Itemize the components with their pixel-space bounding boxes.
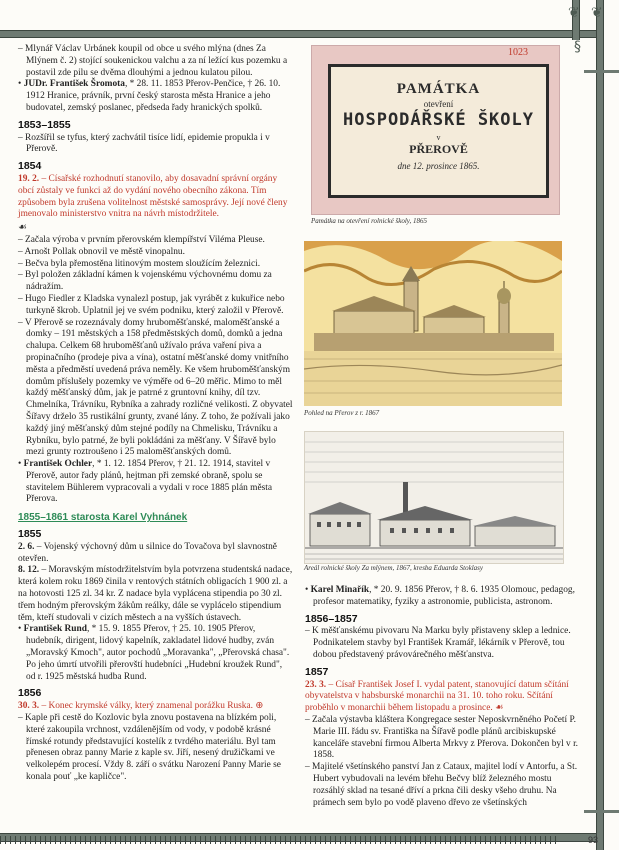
- person-entry: [305, 585, 580, 609]
- archive-number: 1023: [508, 47, 528, 58]
- person-entry: [18, 79, 293, 114]
- side-rail: [584, 70, 619, 73]
- chronicle-entry: – Byl položen základní kámen k vojenskému výchovnému domu za nádražím.: [18, 270, 293, 294]
- page-number: 93: [588, 835, 599, 845]
- chronicle-entry: – K měšťanskému pivovaru Na Marku byly přistaveny sklep a lednice. Podnikatelem stavby byl František Kramář, lékárník v Přerově, tou dobou představený právovárečného měšťanstva.: [305, 626, 580, 661]
- event-date: 19. 2.: [18, 173, 40, 184]
- chronicle-entry: – Bečva byla přemostěna litinovým mostem sloužícím železnici.: [18, 259, 293, 271]
- card-line-4: v: [436, 133, 441, 142]
- chronicle-entry: – Kaple při cestě do Kozlovic byla znovu postavena na blízkém poli, které zakoupila vrchnost, vzdálenějším od vody, v podobě krásné římské rotundy představující kostelík z tvrdého materiálu. Byl tam přenesen obraz panny Marie z kaple sv. Jiří, nesený družičkami ve velkolepém procesí. Vždy 8. září o svátku Narození Panny Marie se konala pouť „ke kapličce".: [18, 713, 293, 784]
- chronicle-entry: – Arnošt Pollak obnovil ve městě vinopalnu.: [18, 247, 293, 259]
- entry-text: – Moravským místodržitelstvím byla potvrzena studentská nadace, která kolem roku 1869 činila v rentových státních obligacích 1 900 zl. a na hotovosti 125 zl. 34 kr. Z nadace byla vyplácena stipendia po 30 zl. třem hodným přerovským žákům reálky, dále se vyplácelo stipendium těm, kteří studovali v cizích městech a na vyšších ústavech.: [18, 565, 293, 623]
- right-column: [305, 585, 580, 809]
- top-rail: [0, 30, 600, 38]
- person-bio: , * 1. 12. 1854 Přerov, † 21. 12. 1914, stavitel v Přerově, autor řady plánů, hejtman při zemské obraně, spolu se stavitelem Bühlerem vypracovali a vydali v roce 1885 plán města Přerova.: [26, 459, 273, 505]
- side-rail: [584, 810, 619, 813]
- emblem-icon: ☙: [18, 222, 27, 234]
- event-date: 30. 3.: [18, 701, 40, 712]
- left-column: [18, 44, 293, 784]
- commemorative-card-image: [311, 45, 560, 215]
- event-text: – Císař František Josef I. vydal patent, stanovující datum sčítání obyvatelstva v habsburské monarchii na 31. 10. toho roku. Sčítání proběhlo v monarchii během listopadu a prosince. ☙: [305, 679, 569, 714]
- event-text: – Konec krymské války, který znamenal porážku Ruska. ⊕: [39, 701, 264, 712]
- entry-date: 8. 12.: [18, 565, 40, 576]
- chronicle-entry: – Majitelé všetínského panství Jan z Cataux, majitel lodí v Antorfu, a St. Hubert vybudovali na levém břehu Bečvy blíž železného mostu rozsáhlý sklad na tesané dříví a prkna čili desky všeho druhu. Na prámech sem bylo po vodě plaveno dřevo ze všetínských: [305, 762, 580, 809]
- person-name: JUDr. František Šromota: [23, 79, 125, 90]
- card-line-1: PAMÁTKA: [396, 81, 481, 97]
- chronicle-entry: – V Přerově se rozeznávaly domy hruboměšťanské, maloměšťanské a domky – 191 městských a 158 předměstských domů, domků a jedna chalupa. Celkem 68 hruboměšťanů užívalo práva vaření piva a propinačního (prodeje piva a vína), ostatní měšťanské domy vnitřního města a předměstí uvedená práva neměly. Ke všem hruboměšťanským domům příslušely pozemky ve výměře od 6–20 měřic. Mimo to měl každý měšťanský dům, jak je patrné z gruntovní knihy, díl tzv. Chmelníka, Trávníku, Rybníka a zahrady rozličné velikosti. Z obyvatel Šířavy drželo 35 rustikální grunty, zvané lány. Z toho, že požívali jako každý jiný měšťanský dům stejné podíly na Chmelisku, Trávníku a Rybníku, bylo patrné, že byli pokládáni za měšťany. V Šířavě bylo mezi grunty roztroušeno i 25 maloměšťanských domů.: [18, 318, 293, 460]
- chronicle-entry: – Hugo Fiedler z Kladska vynalezl postup, jak vyrábět z kukuřice nebo turkyně škrob. Uplatnil jej ve svém podniku, který založil v Přerově.: [18, 294, 293, 318]
- year-heading: 1856–1857: [305, 612, 358, 625]
- mayor-period-heading: 1855–1861 starosta Karel Vyhnánek: [18, 512, 188, 524]
- town-view-image: [304, 241, 562, 406]
- card-line-3: HOSPODÁŘSKÉ ŠKOLY: [343, 110, 534, 130]
- school-sketch-image: [304, 431, 564, 564]
- bottom-hatch-decoration: [0, 836, 560, 844]
- dated-entry: [18, 542, 293, 566]
- school-sketch-drawing: [305, 432, 563, 563]
- finial-icon: ❦: [568, 5, 580, 21]
- entry-text: – Vojenský výchovný dům u silnice do Tovačova byl slavnostně otevřen.: [18, 541, 277, 564]
- card-line-5: PŘEROVĚ: [409, 142, 468, 156]
- finial-icon: ❦: [591, 5, 603, 21]
- chronicle-entry: – Začala výroba v prvním přerovském klempířství Viléma Pleuse.: [18, 235, 293, 247]
- world-event-entry: [18, 174, 293, 221]
- card-line-2: otevření: [423, 99, 454, 109]
- year-heading: 1854: [18, 160, 42, 173]
- caption-town-view: Pohled na Přerov z r. 1867: [304, 409, 380, 417]
- scroll-ornament-icon: §: [574, 39, 581, 55]
- year-heading: 1857: [305, 665, 329, 678]
- person-name: Karel Minařík: [310, 585, 370, 595]
- person-bio: , * 15. 9. 1855 Přerov, † 25. 10. 1905 Přerov, hudebník, dirigent, lidový kapelník, zakladatel lidové hudby, zván „Moravský Kmoch", autor pochodů „Moravanka", „Přerovská chasa". Po jeho úmrtí utvořili přerovští hudebníci „Hudební kroužek Rund", od r. 1925 městská hudba Rund.: [26, 624, 290, 682]
- person-entry: [18, 624, 293, 683]
- right-post: [596, 0, 604, 850]
- dated-entry: [18, 565, 293, 624]
- caption-card: Památka na otevření rolnické školy, 1865: [311, 217, 427, 225]
- person-bio: , * 28. 11. 1853 Přerov-Penčice, † 26. 10. 1912 Hranice, právník, první český starosta města Hranice a jeho budovatel, zemský poslanec, předseda řady hranických spolků.: [26, 79, 281, 113]
- person-name: František Rund: [23, 624, 87, 635]
- town-view-drawing: [304, 241, 562, 406]
- caption-school: Areál rolnické školy Za mlýnem, 1867, kresba Eduarda Stoklasy: [304, 564, 483, 572]
- person-bio: , * 20. 9. 1856 Přerov, † 8. 6. 1935 Olomouc, pedagog, profesor matematiky, fyziky a astronomie, publicista, astronom.: [313, 585, 575, 607]
- event-text: – Císařské rozhodnutí stanovilo, aby dosavadní správní orgány obcí zůstaly ve funkci až do vydání nového obecního zákona. Tím způsobem byla zrušena volitelnost městské samosprávy. Její nové členy jmenovalo ministerstvo vnitra na návrh místodržitele.: [18, 173, 288, 220]
- year-heading: 1853–1855: [18, 118, 71, 131]
- chronicle-entry: – Rozšířil se tyfus, který zachvátil tisíce lidí, epidemie propukla i v Přerově.: [18, 133, 293, 157]
- chronicle-entry: – Mlynář Václav Urbánek koupil od obce u svého mlýna (dnes Za Mlýnem č. 2) stojící soukenickou valchu a za ní ležící kus pozemku a postavil zde pilu se dvěma dlouhými a jednou kulatou pilou.: [18, 44, 293, 79]
- person-entry: [18, 459, 293, 506]
- chronicle-entry: – Začala výstavba kláštera Kongregace sester Neposkvrněného Početí P. Marie III. řádu sv. Františka na Šířavě podle plánů arcibiskupské kanceláře stavební firmou Alberta Mrkvy z Přerova. Dokončen byl v r. 1858.: [305, 715, 580, 762]
- world-event-entry: [305, 680, 580, 715]
- year-heading: 1855: [18, 528, 42, 541]
- event-date: 23. 3.: [305, 679, 327, 690]
- entry-date: 2. 6.: [18, 541, 35, 552]
- world-event-entry: [18, 701, 293, 713]
- card-line-6: dne 12. prosince 1865.: [397, 161, 480, 171]
- person-name: František Ochler: [23, 459, 93, 470]
- year-heading: 1856: [18, 687, 42, 700]
- card-frame: [328, 64, 549, 198]
